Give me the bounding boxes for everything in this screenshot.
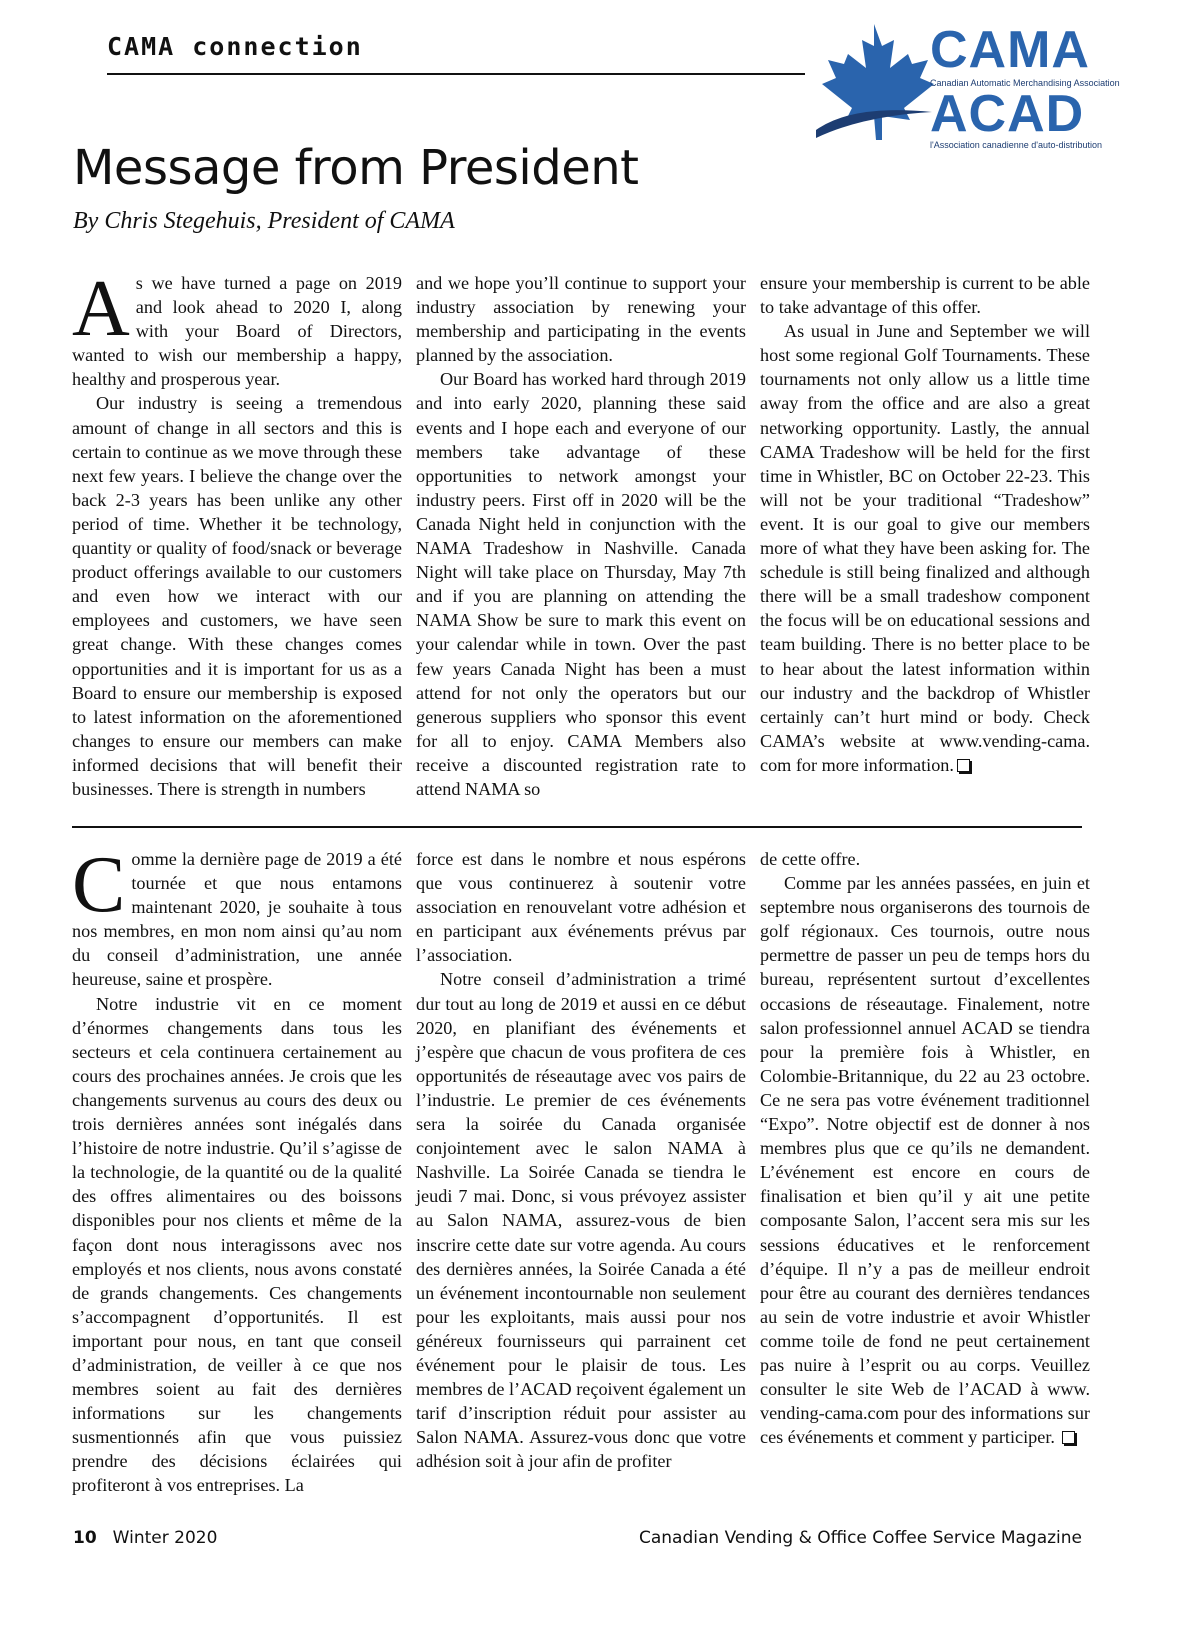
article-title: Message from President [73, 140, 639, 196]
paragraph-last [760, 319, 1090, 777]
logo-name-fr: ACAD [930, 85, 1085, 143]
paragraph-text: As usual in June and September we will host some regional Golf Tournaments. These tournaments not only allow us a little time away from the office and are also a great networking opportunity. Lastly, the annual CAMA Tradeshow will be held for the first time in Whistler, BC on October 22-23. This will not be your traditional “Tradeshow” event. It is our goal to give our members more of what they have been asking for. The schedule is still being finalized and although there will be a small tradeshow component the focus will be on educational sessions and team building. There is no better place to be to hear about the latest information within our industry and the backdrop of Whistler certainly can’t hurt mind or body. Check CAMA’s website at www.vending-cama. com for more information. [760, 321, 1090, 775]
paragraph: and we hope you’ll continue to support your industry association by renewing your membership and participating in the events planned by the association. [416, 273, 746, 366]
english-column-1 [72, 265, 402, 801]
paragraph: Our Board has worked hard through 2019 and into early 2020, planning these said events and I hope each and everyone of our members take advantage of these opportunities to network amongst your industry peers. First off in 2020 will be the Canada Night held in conjunction with the NAMA Tradeshow in Nashville. Canada Night will take place on Thursday, May 7th and if you are planning on attending the NAMA Show be sure to mark this event on your calendar while in town. Over the past few years Canada Night has been a must attend for not only the operators but our generous suppliers who sponsor this event for all to enjoy. CAMA Members also receive a discounted registration rate to attend NAMA so [416, 369, 746, 799]
end-of-article-icon [957, 759, 970, 772]
paragraph: force est dans le nombre et nous espérons que vous continuerez à soutenir votre association en renouvelant votre adhésion et en participant aux événements prévus par l’association. [416, 849, 746, 966]
publication-name: Canadian Vending & Office Coffee Service Magazine [638, 1528, 1082, 1548]
drop-cap-en: A [72, 265, 130, 353]
cama-acad-logo [812, 20, 1122, 148]
section-divider [72, 826, 1082, 828]
paragraph-last [760, 871, 1090, 1449]
paragraph: Our industry is seeing a tremendous amount of change in all sectors and this is certain to continue as we move through these next few years. I believe the change over the back 2-3 years has been unlike any other period of time. Whether it be technology, quantity or quality of food/snack or beverage product offerings available to our customers and even how we interact with our employees and customers, we have seen great change. With these changes comes opportunities and it is important for us as a Board to ensure our membership is exposed to latest information on the aforementioned changes to ensure our members can make informed decisions that will benefit their businesses. There is strength in numbers [72, 393, 402, 799]
drop-cap-fr: C [72, 841, 126, 929]
english-column-3 [760, 271, 1090, 777]
end-of-article-icon [1062, 1431, 1075, 1444]
issue-label: Winter 2020 [112, 1528, 218, 1548]
paragraph: omme la dernière page de 2019 a été tournée et que nous entamons maintenant 2020, je souhaite à tous nos membres, en mon nom ainsi qu’au nom du conseil d’administration, une année heureuse, saine et prospère. [72, 849, 402, 990]
paragraph: s we have turned a page on 2019 and look ahead to 2020 I, along with your Board of Directors, wanted to wish our membership a happy, healthy and prosperous year. [72, 273, 402, 390]
paragraph: ensure your membership is current to be able to take advantage of this offer. [760, 273, 1090, 318]
paragraph: Notre conseil d’administration a trimé dur tout au long de 2019 et aussi en ce début 2020, en planifiant des événements et j’espère que chacun de vous profitera de ces opportunités de réseautage avec vos pairs de l’industrie. Le premier de ces événements sera la soirée du Canada organisée conjointement avec le salon NAMA à Nashville. La Soirée Canada se tiendra le jeudi 7 mai. Donc, si vous prévoyez assister au Salon NAMA, assurez-vous de bien inscrire cette date sur votre agenda. Au cours des dernières années, la Soirée Canada a été un événement incontournable non seulement pour les exploitants, mais aussi pour nos généreux fournisseurs qui parrainent cet événement pour le plaisir de tous. Les membres de l’ACAD reçoivent également un tarif d’inscription réduit pour assister au Salon NAMA. Assurez-vous donc que votre adhésion soit à jour afin de profiter [416, 969, 746, 1472]
logo-name-en: CAMA [930, 21, 1090, 79]
footer-left [73, 1528, 217, 1548]
logo-tagline-fr: l'Association canadienne d'auto-distribution [930, 140, 1103, 150]
paragraph-text: Comme par les années passées, en juin et septembre nous organiserons des tournois de golf régionaux. Ces tournois, outre nous permettre de passer un peu de temps hors du bureau, représentent surtout d’excellentes occasions de réseautage. Finalement, notre salon professionnel annuel ACAD se tiendra pour la première fois à Whistler, en Colombie-Britannique, du 22 au 23 octobre. Ce ne sera pas votre événement traditionnel “Expo”. Notre objectif est de donner à nos membres plus que ce qu’ils ne demandent. L’événement est encore en cours de finalisation et bien qu’il y ait une petite composante Salon, l’accent sera mis sur les sessions éducatives et le renforcement d’équipe. Il n’y a pas de meilleur endroit pour être au courant des dernières tendances au sein de votre industrie et avoir Whistler comme toile de fond ne peut certainement pas nuire à l’esprit ou au corps. Veuillez consulter le site Web de l’ACAD à www. vending-cama.com pour des informations sur ces événements et comment y participer. [760, 873, 1090, 1448]
french-column-1 [72, 841, 402, 1498]
french-column-2 [416, 847, 746, 1473]
paragraph: de cette offre. [760, 849, 861, 869]
paragraph: Notre industrie vit en ce moment d’énormes changements dans tous les secteurs et cela continuera certainement au cours des prochaines années. Je crois que les changements survenus au cours des deux ou trois dernières années sont inégalés dans l’histoire de notre industrie. Qu’il s’agisse de la technologie, de la quantité ou de la qualité des offres alimentaires ou des boissons disponibles pour nos clients et même de la façon dont nous interagissons avec nos employés et nos clients, nous avons constaté de grands changements. Ces changements s’accompagnent d’opportunités. Il est important pour nous, en tant que conseil d’administration, de veiller à ce que nos membres soient au fait des dernières informations sur les changements susmentionnés afin que vous puissiez prendre des décisions éclairées qui profiteront à vos entreprises. La [72, 993, 402, 1496]
english-column-2 [416, 271, 746, 801]
article-byline: By Chris Stegehuis, President of CAMA [73, 208, 455, 234]
maple-leaf-icon [812, 20, 942, 148]
header-rule [107, 73, 805, 75]
french-column-3 [760, 847, 1090, 1449]
section-label: CAMA connection [107, 32, 363, 61]
page-number: 10 [73, 1528, 97, 1548]
logo-tagline-en: Canadian Automatic Merchandising Association [930, 78, 1120, 88]
